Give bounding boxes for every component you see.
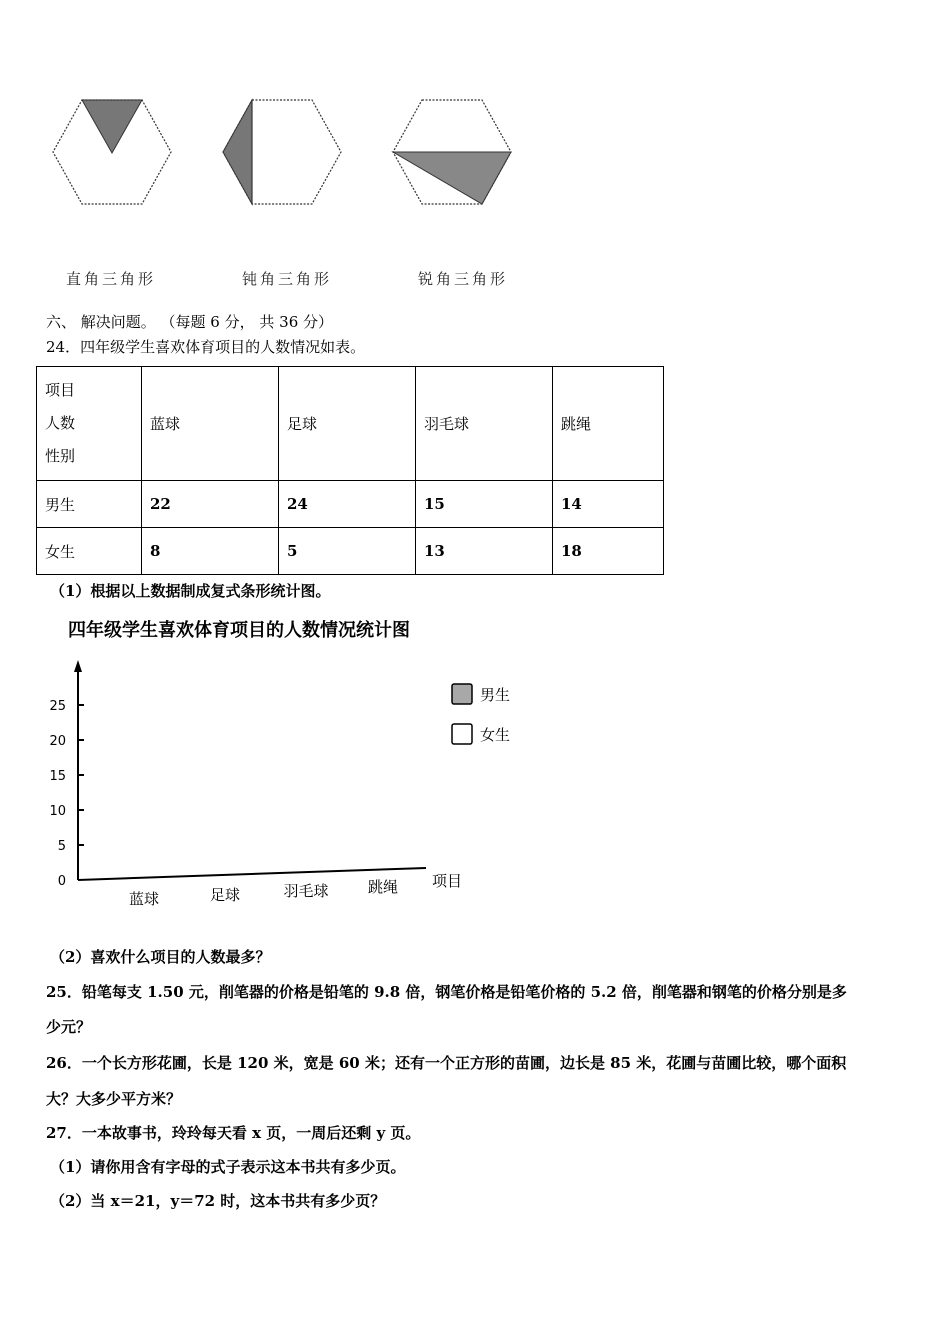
x-category-label: 跳绳 <box>367 878 399 896</box>
table-cell: 15 <box>416 481 553 528</box>
q26-line1: 26．一个长方形花圃，长是 120 米，宽是 60 米；还有一个正方形的苗圃，边长是 85 米，花圃与苗圃比较，哪个面积 <box>46 1054 847 1072</box>
legend-label: 男生 <box>480 686 511 704</box>
q27-title: 27．一本故事书，玲玲每天看 x 页，一周后还剩 y 页。 <box>46 1124 421 1142</box>
q24-title: 24．四年级学生喜欢体育项目的人数情况如表。 <box>46 338 366 356</box>
column-header: 跳绳 <box>553 367 664 481</box>
hexagon-acute-triangle <box>390 95 515 210</box>
q25-line1: 25．铅笔每支 1.50 元，削笔器的价格是铅笔的 9.8 倍，钢笔价格是铅笔价格的 5.2 倍，削笔器和钢笔的价格分别是多 <box>46 983 847 1001</box>
y-tick-label: 25 <box>49 699 66 714</box>
header-label-item: 项目 <box>45 381 76 399</box>
hexagon-obtuse-triangle <box>220 95 345 210</box>
table-row <box>37 528 664 575</box>
x-category-label: 足球 <box>209 886 241 904</box>
table-cell: 18 <box>553 528 664 575</box>
hex-label-right: 直角三角形 <box>66 270 157 288</box>
row-label: 男生 <box>37 481 142 528</box>
column-header: 蓝球 <box>142 367 279 481</box>
x-category-label: 羽毛球 <box>283 882 329 900</box>
column-header: 羽毛球 <box>416 367 553 481</box>
header-label-gender: 性别 <box>45 447 76 465</box>
y-tick-label: 15 <box>49 769 66 784</box>
table-cell: 22 <box>142 481 279 528</box>
q24-part2: （2）喜欢什么项目的人数最多？ <box>50 948 271 966</box>
x-axis-label: 项目 <box>432 872 463 890</box>
table-cell: 5 <box>279 528 416 575</box>
y-tick-label: 0 <box>57 874 66 889</box>
row-label: 女生 <box>37 528 142 575</box>
y-axis-arrow <box>74 660 82 672</box>
table-cell: 14 <box>553 481 664 528</box>
q24-part1: （1）根据以上数据制成复式条形统计图。 <box>50 582 331 600</box>
legend-label: 女生 <box>480 726 511 744</box>
legend-swatch <box>452 724 472 744</box>
sports-table <box>36 366 664 575</box>
y-tick-label: 20 <box>49 734 66 749</box>
hex-label-obtuse: 钝角三角形 <box>242 270 333 288</box>
header-label-count: 人数 <box>45 414 76 432</box>
q27-part1: （1）请你用含有字母的式子表示这本书共有多少页。 <box>50 1158 406 1176</box>
chart-title: 四年级学生喜欢体育项目的人数情况统计图 <box>68 620 410 641</box>
y-tick-label: 5 <box>57 839 66 854</box>
q27-part2: （2）当 x＝21，y＝72 时，这本书共有多少页？ <box>50 1192 386 1210</box>
table-header-diagonal <box>37 367 142 481</box>
legend-swatch <box>452 684 472 704</box>
table-cell: 8 <box>142 528 279 575</box>
column-header: 足球 <box>279 367 416 481</box>
section-title: 六、 解决问题。 （每题 6 分， 共 36 分） <box>46 313 334 331</box>
x-category-label: 蓝球 <box>128 890 160 908</box>
q26-line2: 大？大多少平方米？ <box>46 1090 182 1108</box>
bar-chart <box>30 612 511 922</box>
hex-label-acute: 锐角三角形 <box>418 270 509 288</box>
hexagon-right-triangle <box>50 95 175 210</box>
y-tick-label: 10 <box>49 804 66 819</box>
table-cell: 24 <box>279 481 416 528</box>
q25-line2: 少元？ <box>46 1018 92 1036</box>
table-row <box>37 481 664 528</box>
table-cell: 13 <box>416 528 553 575</box>
